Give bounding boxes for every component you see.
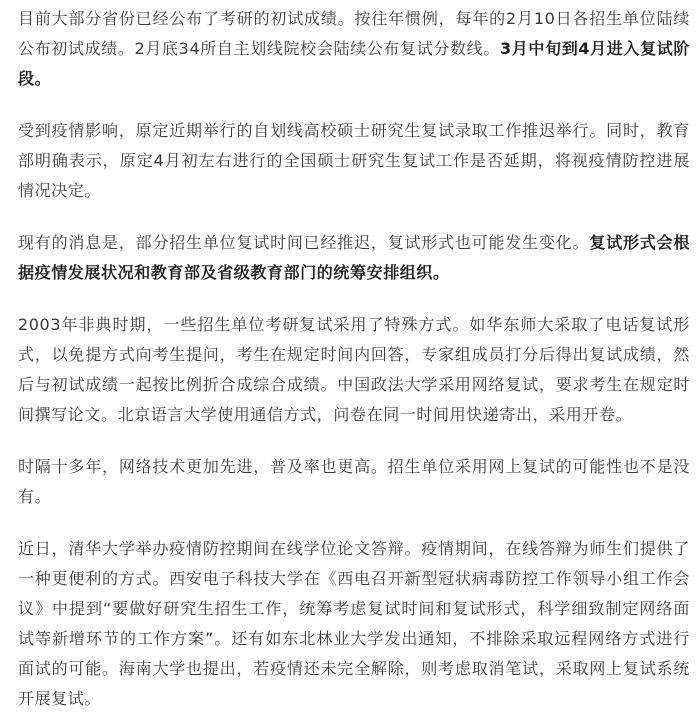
paragraph-2-text: 受到疫情影响，原定近期举行的自划线高校硕士研究生复试录取工作推迟举行。同时，教育部明确表示，原定4月初左右进行的全国硕士研究生复试工作是否延期，将视疫情防控进展情况决定。 (18, 121, 690, 200)
paragraph-5 (18, 452, 690, 512)
paragraph-1-text: 目前大部分省份已经公布了考研的初试成绩。按往年惯例，每年的2月10日各招生单位陆续公布初试成绩。2月底34所自主划线院校会陆续公布复试分数线。 (18, 9, 690, 58)
paragraph-4 (18, 310, 690, 430)
paragraph-6 (18, 534, 690, 714)
paragraph-3 (18, 228, 690, 288)
paragraph-3-bold: 复试形式会根据疫情发展状况和教育部及省级教育部门的统筹安排组织。 (18, 233, 690, 282)
paragraph-1 (18, 4, 690, 94)
paragraph-1-bold: 3月中旬到4月进入复试阶段。 (18, 39, 690, 88)
paragraph-6-text: 近日，清华大学举办疫情防控期间在线学位论文答辩。疫情期间，在线答辩为师生们提供了一种更便利的方式。西安电子科技大学在《西电召开新型冠状病毒防控工作领导小组工作会议》中提到“要做好研究生招生工作，统筹考虑复试时间和复试形式，科学细致制定网络面试等新增环节的工作方案”。还有如东北林业大学发出通知，不排除采取远程网络方式进行面试的可能。海南大学也提出，若疫情还未完全解除，则考虑取消笔试，采取网上复试系统开展复试。 (18, 539, 690, 708)
paragraph-3-text: 现有的消息是，部分招生单位复试时间已经推迟，复试形式也可能发生变化。 (18, 233, 590, 252)
paragraph-4-text: 2003年非典时期，一些招生单位考研复试采用了特殊方式。如华东师大采取了电话复试形式，以免提方式向考生提问，考生在规定时间内回答，专家组成员打分后得出复试成绩，然后与初试成绩一起按比例折合成综合成绩。中国政法大学采用网络复试，要求考生在规定时间撰写论文。北京语言大学使用通信方式，问卷在同一时间用快递寄出，采用开卷。 (18, 315, 690, 424)
article-body (18, 4, 690, 714)
paragraph-2 (18, 116, 690, 206)
paragraph-5-text: 时隔十多年，网络技术更加先进，普及率也更高。招生单位采用网上复试的可能性也不是没有。 (18, 457, 690, 506)
